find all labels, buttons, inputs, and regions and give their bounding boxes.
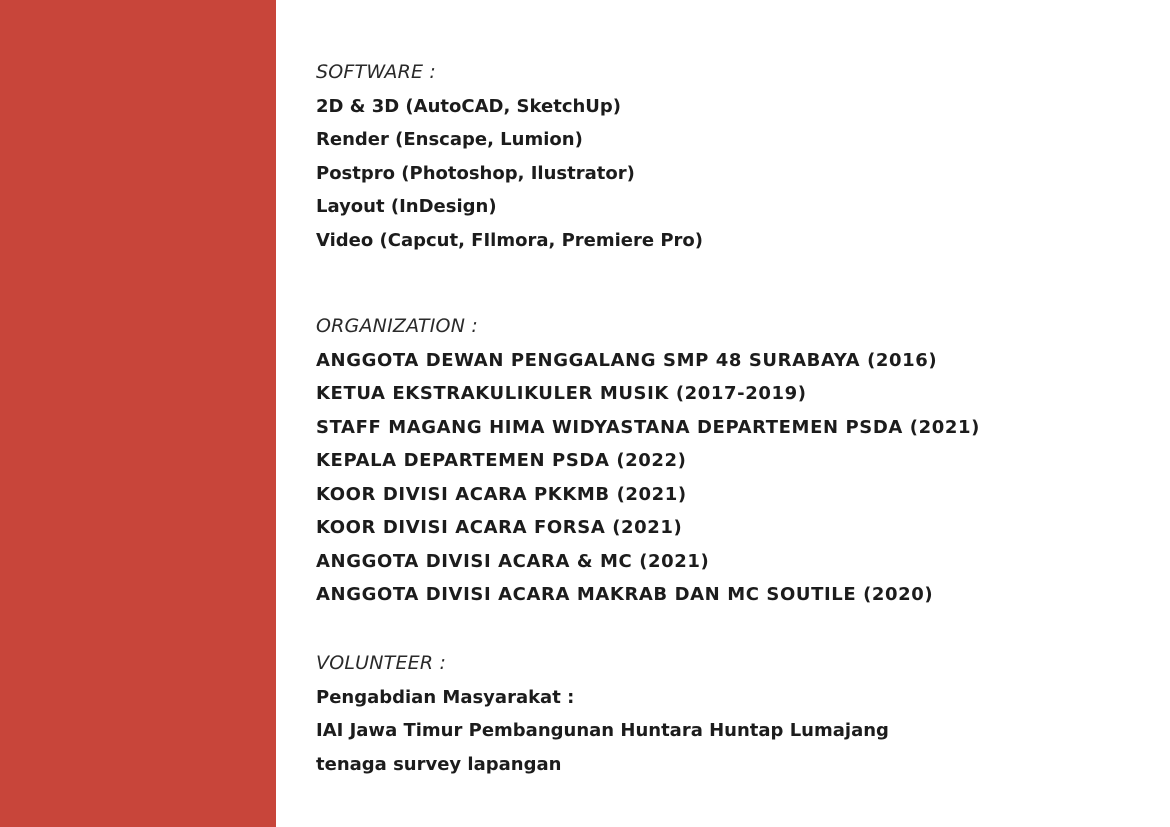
organization-item: KOOR DIVISI ACARA PKKMB (2021) — [316, 483, 687, 505]
software-item: Render (Enscape, Lumion) — [316, 129, 583, 150]
organization-item: ANGGOTA DIVISI ACARA & MC (2021) — [316, 550, 710, 572]
software-heading: SOFTWARE : — [316, 61, 437, 83]
volunteer-item: Pengabdian Masyarakat : — [316, 686, 575, 708]
volunteer-list — [316, 681, 889, 782]
red-sidebar-panel — [0, 0, 276, 827]
cv-content — [316, 0, 1136, 827]
software-item: 2D & 3D (AutoCAD, SketchUp) — [316, 95, 622, 117]
organization-item: ANGGOTA DEWAN PENGGALANG SMP 48 SURABAYA (2016) — [316, 349, 938, 371]
volunteer-heading: VOLUNTEER : — [316, 652, 447, 674]
organization-section — [316, 310, 980, 612]
software-item: Layout (InDesign) — [316, 196, 497, 217]
organization-item: KETUA EKSTRAKULIKULER MUSIK (2017-2019) — [316, 383, 807, 404]
software-list — [316, 90, 703, 258]
organization-list — [316, 344, 980, 612]
volunteer-item: IAI Jawa Timur Pembangunan Huntara Huntap Lumajang — [316, 720, 889, 741]
organization-item: STAFF MAGANG HIMA WIDYASTANA DEPARTEMEN PSDA (2021) — [316, 416, 980, 438]
software-item: Postpro (Photoshop, Ilustrator) — [316, 162, 635, 184]
volunteer-section — [316, 647, 889, 781]
organization-item: KOOR DIVISI ACARA FORSA (2021) — [316, 517, 683, 538]
software-item: Video (Capcut, FIlmora, Premiere Pro) — [316, 229, 704, 251]
volunteer-item: tenaga survey lapangan — [316, 753, 562, 775]
software-section — [316, 56, 703, 257]
organization-item: KEPALA DEPARTEMEN PSDA (2022) — [316, 450, 687, 471]
organization-item: ANGGOTA DIVISI ACARA MAKRAB DAN MC SOUTILE (2020) — [316, 584, 934, 605]
organization-heading: ORGANIZATION : — [316, 315, 478, 337]
